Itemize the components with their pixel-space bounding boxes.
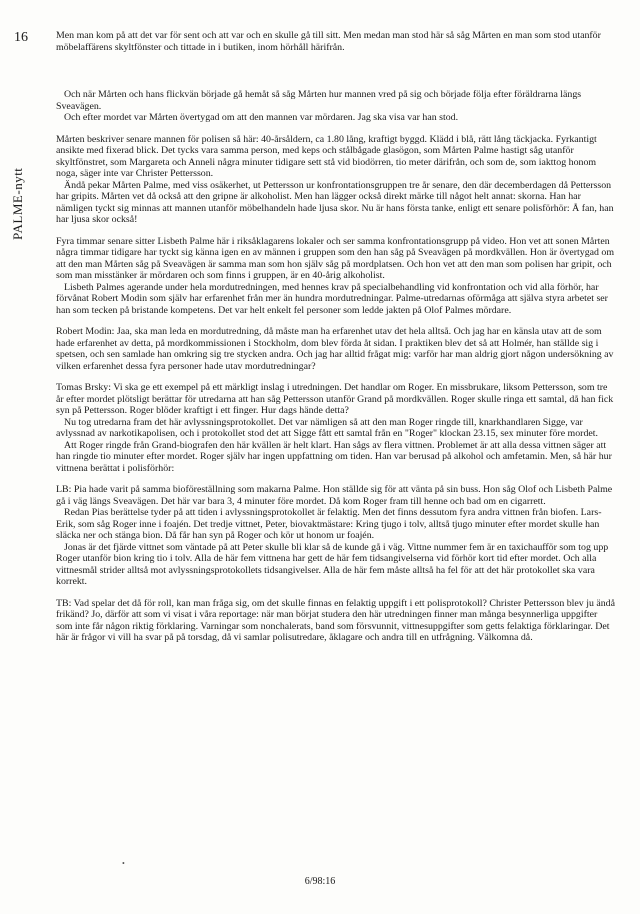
paragraph: Lisbeth Palmes agerande under hela mordutredningen, med hennes krav på specialbehandling vid konfrontation och vid alla förhör, har förvånat Robert Modin som själv har erfarenhet från mer än hundra mordutredningar. Palme-utredarnas oförmåga att själva styra arbetet ser han som tecken på bristande kompetens. Det var helt enkelt fel personer som ledde jakten på Olof Palmes mördare. bbox=[56, 281, 608, 316]
paragraph: Nu tog utredarna fram det här avlyssningsprotokollet. Det var nämligen så att den man Roger ringde till, knarkhandlaren Sigge, var avlyssnad av narkotikapolisen, och i protokollet stod det att Sigge fått ett samtal från en "Roger" klockan 23.15, sex minuter före mordet. bbox=[56, 416, 599, 439]
paragraph: Mårten beskriver senare mannen för polisen så här: 40-årsåldern, ca 1.80 lång, kraftigt byggd. Klädd i blå, rätt lång täckjacka. Fyrkantigt ansikte med fixerad blick. Det tycks vara samma person, med keps och stålbågade glasögon, som Mårten Palme hastigt såg utanför skyltfönstret, som Margareta och Anneli några minuter tidigare sett stå vid biodörren, tio meter därifrån, och som de, som iakttog honom noga, säger inte var Christer Pettersson. bbox=[56, 133, 597, 179]
paragraph: Att Roger ringde från Grand-biografen den här kvällen är helt klart. Han sågs av flera vittnen. Problemet är att alla dessa vittnen säger att han ringde tio minuter efter mordet. Roger själv har ingen uppfattning om tiden. Han var berusad på alkohol och amfetamin. Men, så här hur vittnena berättat i polisförhör: bbox=[56, 439, 612, 474]
footer-page-label: 6/98:16 bbox=[304, 876, 336, 887]
paragraph: Fyra timmar senare sitter Lisbeth Palme här i riksåklagarens lokaler och ser samma konfrontationsgrupp på video. Hon vet att sonen Mårten några timmar tidigare har tyckt sig känna igen en av männen i gruppen som den han såg på Sveavägen på mordkvällen. Hon är övertygad om att den man Mårten såg på Sveavägen är samma man som hon själv såg på mordplatsen. Och hon vet att den man som polisen har gripit, och som man misstänker är mördaren och som finns i gruppen, är en 40-årig alkoholist. bbox=[56, 235, 615, 281]
paragraph: Och när Mårten och hans flickvän började gå hemåt så såg Mårten hur mannen vred på sig och började följa efter föräldrarna längs Sveavägen. bbox=[56, 89, 582, 112]
paragraph: LB: Pia hade varit på samma bioföreställning som makarna Palme. Hon ställde sig för att vänta på sin buss. Hon såg Olof och Lisbeth Palme gå i väg längs Sveavägen. Det här var bara 3, 4 minuter före mordet. Då kom Roger fram till henne och bad om en cigarrett. bbox=[56, 484, 613, 507]
paragraph: Robert Modin: Jaa, ska man leda en mordutredning, då måste man ha erfarenhet utav det hela alltså. Och jag har en känsla utav att de som hade erfarenhet av detta, på mordkommissionen i Stockholm, dom blev förda åt sidan. I praktiken blev det så att Holmér, han ställde sig i spetsen, och sen samlade han omkring sig tre stycken andra. Och jag har alltid frågat mig: varför har man aldrig gjort någon undersökning av vilken erfarenhet dessa fyra personer hade utav mordutredningar? bbox=[56, 326, 614, 372]
paragraph: Redan Pias berättelse tyder på att tiden i avlyssningsprotokollet är felaktig. Men det finns dessutom fyra andra vittnen från biofen. Lars-Erik, som såg Roger inne i foajén. Det tredje vittnet, Peter, biovaktmästare: Kring tjugo i tolv, alltså tjugo minuter efter mordet skulle han släcka ner och stänga bion. Då får han syn på Roger och kör ut honom ur foajén. bbox=[56, 507, 602, 541]
article-body bbox=[56, 30, 616, 644]
paragraph: Ändå pekar Mårten Palme, med viss osäkerhet, ut Pettersson ur konfrontationsgruppen tre år senare, den där decemberdagen då Pettersson har gripits. Mårten vet då också att den gripne är alkoholist. Men han lägger också direkt märke till något helt annat: skorna. Han har nämligen tyckt sig minnas att mannen utanför möbelhandeln hade ljusa skor. Nu är hans första tanke, enligt ett senare polisförhör: Å fan, han har ljusa skor också! bbox=[56, 179, 614, 225]
side-title: PALME-nytt bbox=[10, 167, 25, 240]
paragraph: Och efter mordet var Mårten övertygad om att den mannen var mördaren. Jag ska visa var han stod. bbox=[64, 112, 459, 123]
paragraph: Tomas Brsky: Vi ska ge ett exempel på ett märkligt inslag i utredningen. Det handlar om Roger. En missbrukare, liksom Pettersson, som tre år efter mordet plötsligt berättar för utredarna att han såg Pettersson utanför Grand på mordkvällen. Roger skulle ringa ett samtal, då han fick syn på Pettersson. Roger blöder kraftigt i ett finger. Hur dags hände detta? bbox=[56, 382, 614, 416]
paragraph: Men man kom på att det var för sent och att var och en skulle gå till sitt. Men medan man stod här så såg Mårten en man som stod utanför möbelaffärens skyltfönster och tittade in i butiken, inom hörhåll härifrån. bbox=[56, 30, 601, 53]
bottom-mark: • bbox=[122, 859, 125, 868]
paragraph: Jonas är det fjärde vittnet som väntade på att Peter skulle bli klar så de kunde gå i väg. Vittne nummer fem är en taxichaufför som tog upp Roger utanför bion kring tio i tolv. Alla de här fem vittnena har gett de här fem tidsangivelserna vid förhör kort tid efter mordet. Och alla vittnesmål strider alltså mot avlyssningsprotokollets tidsangivelser. Alla de här fem måste alltså ha fel för att det här protokollet ska vara korrekt. bbox=[56, 541, 609, 587]
page-number: 16 bbox=[14, 30, 28, 45]
paragraph: TB: Vad spelar det då för roll, kan man fråga sig, om det skulle finnas en felaktig uppgift i ett polisprotokoll? Christer Pettersson blev ju ändå frikänd? Jo, därför att som vi visat i våra reportage: när man börjat studera den här utredningen finner man många besynnerliga uppgifter som inte får någon riktig förklaring. Varningar som nonchalerats, band som försvunnit, vittnesuppgifter som getts felaktiga förklaringar. Det här är frågor vi vill ha svar på på torsdag, då vi samlar polisutredare, åklagare och andra till en utfrågning. Välkomna då. bbox=[56, 597, 616, 643]
